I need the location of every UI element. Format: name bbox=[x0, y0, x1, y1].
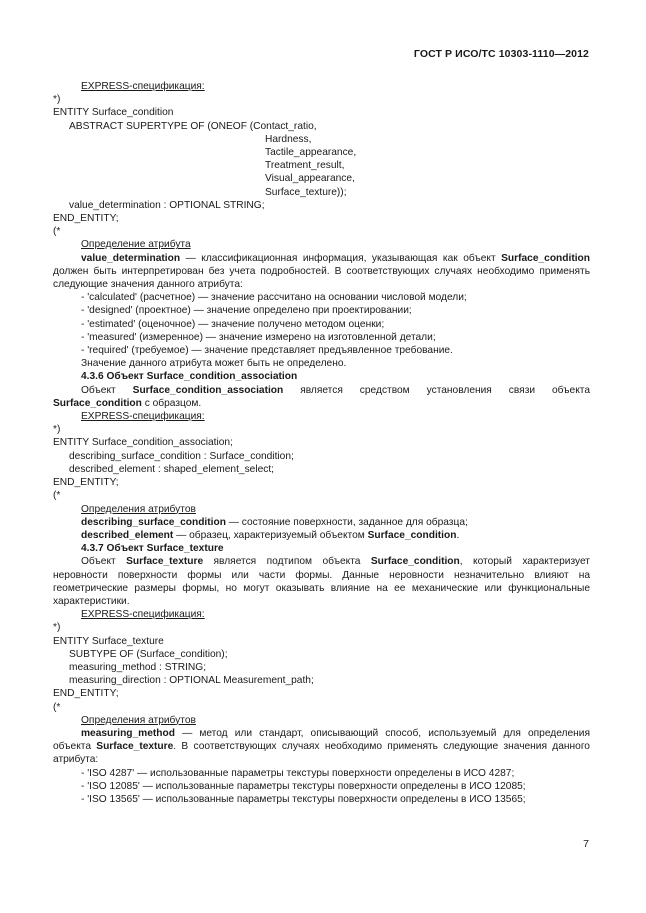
subtype-declaration: SUBTYPE OF (Surface_condition); bbox=[69, 648, 228, 660]
attribute-name: value_determination bbox=[81, 252, 181, 264]
list-item: - 'calculated' (расчетное) — значение рассчитано на основании числовой модели; bbox=[81, 292, 467, 304]
entity-declaration: ENTITY Surface_condition_association; bbox=[53, 437, 233, 449]
attribute-definition-label: Определения атрибутов bbox=[81, 714, 196, 726]
note-text: Значение данного атрибута может быть не определено. bbox=[81, 358, 347, 370]
comment-close: (* bbox=[53, 701, 61, 713]
express-spec-label: EXPRESS-спецификация: bbox=[81, 411, 205, 423]
list-item: - 'measured' (измеренное) — значение измерено на изготовленной детали; bbox=[81, 331, 436, 343]
section-heading: 4.3.7 Объект Surface_texture bbox=[81, 543, 224, 555]
object-name: Surface_condition bbox=[501, 252, 590, 264]
section-paragraph: Объект Surface_texture является подтипом объекта Surface_condition, который характеризует неровности поверхности формы или части формы. Данные неровности незначительно влияют на геометрические размеры формы, но могут оказывать влияние на ее механические или функциональные характеристики. bbox=[53, 556, 590, 607]
abstract-supertype-line: ABSTRACT SUPERTYPE OF (ONEOF (Contact_ratio, bbox=[69, 120, 317, 132]
subtype-item: Tactile_appearance, bbox=[265, 147, 357, 159]
list-item: - 'required' (требуемое) — значение представляет предъявленное требование. bbox=[81, 345, 453, 357]
attribute-definition: described_element — образец, характеризуемый объектом Surface_condition. bbox=[81, 529, 460, 541]
attribute-declaration: describing_surface_condition : Surface_condition; bbox=[69, 450, 294, 462]
attribute-declaration: measuring_method : STRING; bbox=[69, 661, 207, 673]
subtype-item: Hardness, bbox=[265, 133, 312, 145]
comment-close: (* bbox=[53, 490, 61, 502]
comment-close: (* bbox=[53, 226, 61, 238]
document-header: ГОСТ Р ИСО/ТС 10303-1110—2012 bbox=[413, 48, 589, 60]
attribute-declaration: value_determination : OPTIONAL STRING; bbox=[69, 199, 265, 211]
comment-open: *) bbox=[53, 94, 61, 106]
page-number: 7 bbox=[583, 838, 589, 850]
list-item: - 'ISO 4287' — использованные параметры текстуры поверхности определены в ИСО 4287; bbox=[81, 767, 515, 779]
attribute-definition-label: Определения атрибутов bbox=[81, 503, 196, 515]
attribute-definition-paragraph: value_determination — классификационная информация, указывающая как объект Surface_condition должен быть интерпретирован без учета подробностей. В соответствующих случаях необходимо применять следующие значения данного атрибута: bbox=[53, 252, 590, 291]
section-paragraph: Объект Surface_condition_association является средством установления связи объекта Surface_condition с образцом. bbox=[53, 384, 590, 409]
attribute-declaration: measuring_direction : OPTIONAL Measurement_path; bbox=[69, 675, 314, 687]
comment-open: *) bbox=[53, 622, 61, 634]
entity-declaration: ENTITY Surface_condition bbox=[53, 107, 174, 119]
attribute-definition-label: Определение атрибута bbox=[81, 239, 191, 251]
list-item: - 'estimated' (оценочное) — значение получено методом оценки; bbox=[81, 318, 385, 330]
subtype-item: Surface_texture)); bbox=[265, 186, 347, 198]
list-item: - 'ISO 13565' — использованные параметры текстуры поверхности определены в ИСО 13565; bbox=[81, 793, 526, 805]
entity-end: END_ENTITY; bbox=[53, 213, 119, 225]
express-spec-label: EXPRESS-спецификация: bbox=[81, 609, 205, 621]
entity-end: END_ENTITY; bbox=[53, 688, 119, 700]
list-item: - 'designed' (проектное) — значение определено при проектировании; bbox=[81, 305, 412, 317]
attribute-declaration: described_element : shaped_element_select; bbox=[69, 463, 275, 475]
attribute-definition-paragraph: measuring_method — метод или стандарт, описывающий способ, используемый для определения объекта Surface_texture. В соответствующих случаях необходимо применять следующие значения данного атрибута: bbox=[53, 727, 590, 766]
section-heading: 4.3.6 Объект Surface_condition_association bbox=[81, 371, 298, 383]
list-item: - 'ISO 12085' — использованные параметры текстуры поверхности определены в ИСО 12085; bbox=[81, 780, 526, 792]
entity-declaration: ENTITY Surface_texture bbox=[53, 635, 164, 647]
express-spec-label: EXPRESS-спецификация: bbox=[81, 81, 205, 92]
comment-open: *) bbox=[53, 424, 61, 436]
entity-end: END_ENTITY; bbox=[53, 477, 119, 489]
subtype-item: Visual_appearance, bbox=[265, 173, 355, 185]
subtype-item: Treatment_result, bbox=[265, 160, 345, 172]
document-body bbox=[53, 80, 590, 806]
attribute-definition: describing_surface_condition — состояние поверхности, заданное для образца; bbox=[81, 516, 468, 528]
